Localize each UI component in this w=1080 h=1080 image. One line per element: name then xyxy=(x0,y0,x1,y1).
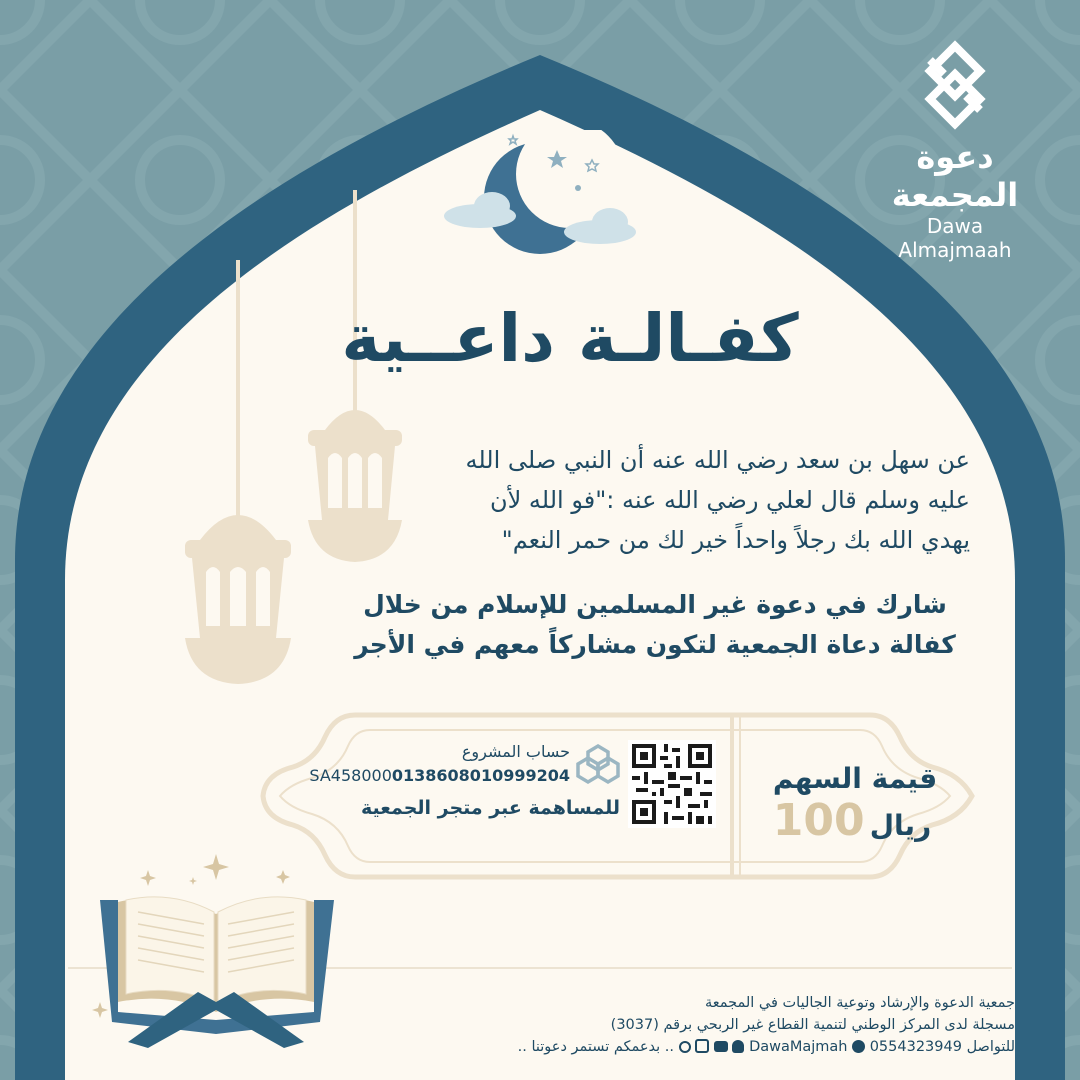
twitter-icon[interactable] xyxy=(679,1041,691,1053)
iban-number[interactable] xyxy=(300,766,570,785)
share-label: قيمة السهم xyxy=(772,762,938,795)
page-title: كفـالـة داعــية xyxy=(341,300,799,377)
phone-number[interactable]: 0554323949 xyxy=(869,1039,962,1055)
qr-code-icon[interactable] xyxy=(628,740,716,828)
brand-name-english: Dawa Almajmaah xyxy=(898,214,1012,262)
social-handle[interactable]: DawaMajmah xyxy=(749,1039,848,1055)
contact-label: للتواصل xyxy=(966,1039,1015,1055)
lantern-icon xyxy=(185,260,291,684)
call-to-action xyxy=(340,585,970,665)
store-contribution-text: للمساهمة عبر متجر الجمعية xyxy=(360,797,620,819)
share-currency: ريال xyxy=(869,809,932,842)
footer-org-name: جمعية الدعوة والإرشاد وتوعية الجاليات في المجمعة xyxy=(704,995,1015,1011)
logo-mark-icon xyxy=(910,40,1000,130)
call-line: كفالة دعاة الجمعية لتكون مشاركاً معهم في الأجر xyxy=(354,630,956,659)
iban-prefix: SA458000 xyxy=(309,766,392,785)
hadith-line: عليه وسلم قال لعلي رضي الله عنه :"فو الله لأن xyxy=(489,486,970,514)
share-amount: 100 xyxy=(772,795,865,846)
hadith-line: يهدي الله بك رجلاً واحداً خير لك من حمر النعم" xyxy=(501,526,970,554)
hadith-text xyxy=(400,440,970,560)
footer-slogan: .. بدعمكم تستمر دعوتنا .. xyxy=(517,1039,675,1055)
youtube-icon[interactable] xyxy=(714,1041,728,1052)
share-value xyxy=(770,795,940,846)
snapchat-icon[interactable] xyxy=(732,1040,744,1053)
instagram-icon[interactable] xyxy=(695,1039,709,1053)
call-line: شارك في دعوة غير المسلمين للإسلام من خلال xyxy=(363,590,947,619)
footer-contact-row xyxy=(380,1036,1015,1058)
quran-stand-icon xyxy=(88,852,348,1052)
brand-name-arabic: دعوة المجمعة xyxy=(891,138,1019,214)
footer-registration: مسجلة لدى المركز الوطني لتنمية القطاع غير الربحي برقم (3037) xyxy=(610,1017,1015,1033)
hadith-line: عن سهل بن سعد رضي الله عنه أن النبي صلى الله xyxy=(465,446,970,474)
bank-logo-icon xyxy=(576,742,620,786)
crescent-moon-icon xyxy=(440,130,640,260)
iban-rest: 0138608010999204 xyxy=(391,766,570,785)
brand-logo xyxy=(880,40,1030,262)
footer xyxy=(380,992,1015,1058)
whatsapp-icon[interactable] xyxy=(852,1040,865,1053)
project-account-label: حساب المشروع xyxy=(461,742,570,761)
